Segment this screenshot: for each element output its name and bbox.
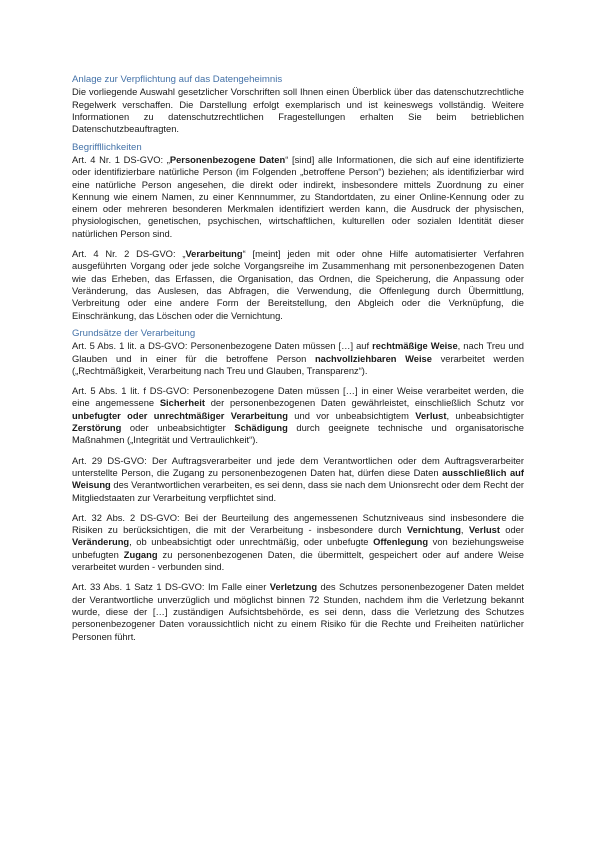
text-run: Art. 4 Nr. 2 DS-GVO: „ xyxy=(72,249,186,260)
text-run: des Verantwortlichen verarbeiten, es sei denn, dass sie nach dem Unionsrecht oder dem Recht der Mitgliedstaaten zur Verarbeitung verpflichtet sind. xyxy=(72,480,524,503)
paragraph-art4-nr2 xyxy=(72,248,524,322)
paragraph-art5-lit-a xyxy=(72,340,524,377)
text-run: , nach Treu und Glauben und in einer für die betroffene Person xyxy=(72,341,524,364)
emphasized-term: Sicherheit xyxy=(159,398,205,409)
text-run: oder unbeabsichtigter xyxy=(121,423,235,434)
emphasized-term: Veränderung xyxy=(72,537,130,548)
emphasized-term: Personenbezogene Daten xyxy=(169,155,286,165)
text-run: “ [meint] jeden mit oder ohne Hilfe automatisierter Verfahren ausgeführten Vorgang oder jede solche Vorgangsreihe im Zusammenhang mit personenbezogenen Daten wie das Erheben, das Erfassen, die Organisation, das Ordnen, die Speicherung, die Anpassung oder Veränderung, das Auslesen, das Abfragen, die Verwendung, die Offenlegung durch Übermittlung, Verbreitung oder eine andere Form der Bereitstellung, den Abgleich oder die Verknüpfung, die Einschränkung, das Löschen oder die Vernichtung. xyxy=(72,249,524,321)
emphasized-term: nachvollziehbaren Weise xyxy=(314,353,432,364)
text-run: , xyxy=(460,525,469,536)
text-run: des Schutzes personenbezogener Daten meldet der Verantwortliche unverzüglich und möglichst binnen 72 Stunden, nachdem ihm die Verletzung bekannt wurde, diese der […] zuständigen Aufsichtsbehörde, es sei denn, dass die Verletzung des Schutzes personenbezogener Daten voraussichtlich nicht zu einem Risiko für die Rechte und Freiheiten natürlicher Personen führt. xyxy=(72,582,524,642)
emphasized-term: unbefugter oder unrechtmäßiger Verarbeitung xyxy=(72,410,288,421)
emphasized-term: Schädigung xyxy=(234,423,288,434)
emphasized-term: rechtmäßige Weise xyxy=(372,341,458,352)
paragraph-art5-lit-f xyxy=(72,385,524,446)
text-run: Art. 33 Abs. 1 Satz 1 DS-GVO: Im Falle einer xyxy=(72,582,270,593)
intro-paragraph: Die vorliegende Auswahl gesetzlicher Vorschriften soll Ihnen einen Überblick über das datenschutzrechtliche Regelwerk verschaffen. Die Darstellung erfolgt exemplarisch und ist keineswegs vollständig. Weitere Informationen zu datenschutzrechtlichen Fragestellungen erhalten Sie beim betrieblichen Datenschutzbeauftragten. xyxy=(72,87,524,135)
text-run: Art. 32 Abs. 2 DS-GVO: Bei der Beurteilung des angemessenen Schutzniveaus sind insbesondere die Risiken zu berücksichtigen, die mit der Verarbeitung - insbesondere durch xyxy=(72,512,524,536)
section-heading: Grundsätze der Verarbeitung xyxy=(72,327,196,339)
emphasized-term: Zerstörung xyxy=(72,423,122,434)
text-run: von beziehungsweise unbefugten xyxy=(72,537,524,560)
emphasized-term: Offenlegung xyxy=(373,537,429,548)
text-run: Art. 29 DS-GVO: Der Auftragsverarbeiter und jede dem Verantwortlichen oder dem Auftragsverarbeiter unterstellte Person, die Zugang zu personenbezogenen Daten hat, dürfen diese Daten xyxy=(72,455,524,478)
text-run: , ob unbeabsichtigt oder unrechtmäßig, oder unbefugte xyxy=(129,537,374,548)
emphasized-term: Verlust xyxy=(415,410,447,421)
text-run: verarbeitet werden („Rechtmäßigkeit, Verarbeitung nach Treu und Glauben, Transparenz“). xyxy=(72,353,525,376)
paragraph-art33 xyxy=(72,581,524,642)
text-run: , unbeabsichtigter xyxy=(446,410,524,421)
emphasized-term: ausschließlich auf Weisung xyxy=(72,467,524,491)
text-run: oder xyxy=(499,525,524,536)
document-page xyxy=(72,74,524,643)
emphasized-term: Verarbeitung xyxy=(185,249,243,260)
text-run: Art. 5 Abs. 1 lit. f DS-GVO: Personenbezogene Daten müssen […] in einer Weise verarbeitet werden, die eine angemessene xyxy=(72,386,524,409)
emphasized-term: Verletzung xyxy=(269,582,318,593)
section-definitions xyxy=(72,142,524,322)
emphasized-term: Zugang xyxy=(123,549,158,560)
text-run: zu personenbezogenen Daten, die übermittelt, gespeichert oder auf andere Weise verarbeitet wurden - verbunden sind. xyxy=(72,549,524,573)
text-run: der personenbezogenen Daten gewährleistet, einschließlich Schutz vor xyxy=(205,398,524,409)
text-run: durch geeignete technische und organisatorische Maßnahmen („Integrität und Vertraulichkeit“). xyxy=(72,423,524,446)
paragraph-art32 xyxy=(72,512,524,573)
text-run: Art. 5 Abs. 1 lit. a DS-GVO: Personenbezogene Daten müssen […] auf xyxy=(72,341,373,352)
emphasized-term: Verlust xyxy=(468,525,500,536)
text-run: “ [sind] alle Informationen, die sich auf eine identifizierte oder identifizierbare natürliche Person (im Folgenden „betroffene Person“) beziehen; als identifizierbar wird eine natürliche Person angesehen, die direkt oder indirekt, insbesondere mittels Zuordnung zu einer Kennung wie einem Namen, zu einer Kennnummer, zu Standortdaten, zu einer Online-Kennung oder zu einem oder mehreren besonderen Merkmalen identifiziert werden kann, die Ausdruck der physischen, physiologischen, genetischen, psychischen, wirtschaftlichen, kulturellen oder sozialen Identität dieser natürlichen Person sind. xyxy=(72,155,525,239)
paragraph-art4-nr1 xyxy=(72,154,524,240)
text-run: Art. 4 Nr. 1 DS-GVO: „ xyxy=(72,155,170,165)
section-principles xyxy=(72,328,524,643)
document-title: Anlage zur Verpflichtung auf das Datengeheimnis xyxy=(72,74,283,85)
section-heading: Begriffllichkeiten xyxy=(72,141,142,153)
emphasized-term: Vernichtung xyxy=(406,525,461,536)
paragraph-art29 xyxy=(72,455,524,504)
text-run: und vor unbeabsichtigtem xyxy=(287,410,416,421)
